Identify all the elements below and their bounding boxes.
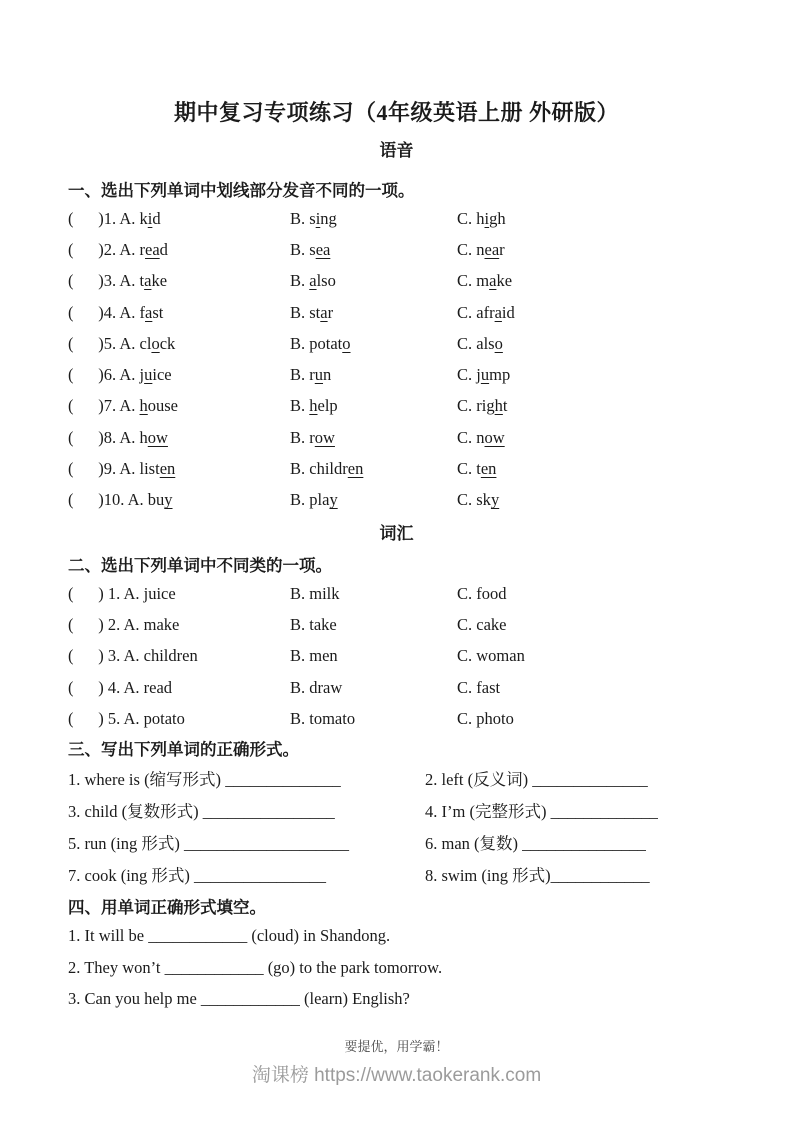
option-word <box>140 459 176 478</box>
phonics-option-c <box>457 428 725 448</box>
option-word: photo <box>476 708 514 728</box>
vocab-option-a <box>68 709 290 729</box>
answer-blank: ______________ <box>225 770 341 790</box>
option-label: B. <box>290 708 310 728</box>
phonics-option-c <box>457 334 725 354</box>
option-word: potato <box>143 708 185 728</box>
word-pre: childr <box>309 459 348 479</box>
word-underlined: o <box>342 333 351 353</box>
phonics-option-a <box>68 209 290 229</box>
word-pre: s <box>309 239 316 259</box>
phonics-option-b <box>290 490 457 510</box>
phonics-option-a <box>68 271 290 291</box>
option-word <box>148 490 173 509</box>
option-word: cake <box>476 614 507 634</box>
vocab-question-list <box>0 578 793 734</box>
word-form-item <box>68 830 425 854</box>
answer-paren: ( ) 5. <box>68 708 124 728</box>
phonics-option-b <box>290 240 457 260</box>
word-post: d <box>152 208 161 228</box>
word-underlined: o <box>151 333 160 353</box>
phonics-option-a <box>68 303 290 323</box>
option-word <box>476 459 496 478</box>
word-form-item <box>68 862 425 886</box>
word-post: mp <box>489 365 511 385</box>
word-pre: m <box>476 271 490 291</box>
option-word <box>309 271 336 290</box>
word-pre: pla <box>309 490 330 510</box>
option-label: B. <box>290 239 310 259</box>
item-text: 7. cook (ing 形式) <box>68 866 195 886</box>
word-pre: als <box>476 333 495 353</box>
word-underlined: y <box>329 490 338 510</box>
option-word <box>476 490 499 509</box>
option-label: B. <box>290 677 310 697</box>
phonics-option-a <box>68 428 290 448</box>
word-pre: r <box>309 427 315 447</box>
section-header-vocabulary: 词汇 <box>379 523 414 543</box>
word-underlined: ea <box>484 239 500 259</box>
phonics-question-row <box>68 359 725 390</box>
option-word: fast <box>476 677 501 697</box>
option-label: B. <box>290 459 310 479</box>
option-label: C. <box>457 333 477 353</box>
option-word <box>309 209 337 228</box>
phonics-option-b <box>290 365 457 385</box>
word-pre: list <box>139 459 160 479</box>
option-word <box>140 240 168 259</box>
word-underlined: y <box>164 490 173 510</box>
option-label: A. <box>119 459 140 479</box>
answer-paren: ( )5. <box>68 333 120 353</box>
option-label: A. <box>119 271 140 291</box>
answer-blank: _____________ <box>550 802 658 822</box>
answer-blank: ________________ <box>202 802 335 822</box>
answer-blank: ____________ <box>550 866 650 886</box>
page-title: 期中复习专项练习（4年级英语上册 外研版） <box>173 100 619 125</box>
word-underlined: a <box>494 302 502 322</box>
word-pre: k <box>139 208 148 228</box>
option-label: B. <box>290 333 310 353</box>
option-label: B. <box>290 614 310 634</box>
option-label: A. <box>123 614 144 634</box>
option-word: tomato <box>309 708 356 728</box>
word-pre: t <box>476 459 481 479</box>
sentence-pre: 1. It will be <box>68 926 149 946</box>
option-label: A. <box>127 490 148 510</box>
word-post: d <box>159 239 168 259</box>
option-label: C. <box>457 239 477 259</box>
word-underlined: ow <box>147 427 168 447</box>
option-label: B. <box>290 208 310 228</box>
option-word <box>309 303 333 322</box>
word-underlined: a <box>145 302 153 322</box>
vocab-option-c <box>457 646 725 666</box>
option-word <box>309 240 330 259</box>
phonics-option-b <box>290 459 457 479</box>
word-form-row <box>68 794 725 826</box>
option-label: A. <box>119 239 140 259</box>
option-word: make <box>143 614 180 634</box>
option-word: juice <box>143 583 176 603</box>
word-underlined: en <box>347 459 364 479</box>
word-post: ouse <box>147 396 179 416</box>
phonics-option-c <box>457 490 725 510</box>
option-label: A. <box>119 396 140 416</box>
word-post: ice <box>152 365 172 385</box>
sentence-post: (learn) English? <box>299 989 410 1009</box>
option-word <box>140 396 179 415</box>
word-form-item <box>68 766 425 790</box>
option-label: B. <box>290 302 310 322</box>
answer-paren: ( )9. <box>68 459 120 479</box>
vocab-option-c <box>457 709 725 729</box>
option-label: C. <box>457 302 477 322</box>
word-pre: t <box>139 271 145 291</box>
option-label: B. <box>290 490 310 510</box>
word-post: n <box>323 365 332 385</box>
vocab-question-row <box>68 672 725 703</box>
phonics-question-row <box>68 266 725 297</box>
answer-blank: ____________________ <box>183 834 349 854</box>
word-post: ng <box>320 208 337 228</box>
option-label: B. <box>290 396 310 416</box>
option-word: woman <box>476 646 525 666</box>
word-pre: r <box>139 239 146 259</box>
fill-blank-list <box>0 920 793 1015</box>
word-underlined: ow <box>314 427 335 447</box>
phonics-option-c <box>457 303 725 323</box>
option-label: B. <box>290 583 310 603</box>
phonics-question-row <box>68 485 725 516</box>
word-pre: st <box>309 302 321 322</box>
word-underlined: i <box>315 208 321 228</box>
footer-site-link[interactable]: 淘课榜 https://www.taokerank.com <box>251 1065 542 1086</box>
word-form-list <box>0 762 793 890</box>
option-label: C. <box>457 459 477 479</box>
answer-paren: ( ) 4. <box>68 677 124 697</box>
item-text: 1. where is (缩写形式) <box>68 770 226 790</box>
footer-slogan: 要提优，用学霸！ <box>344 1039 449 1054</box>
instruction-phonics: 一、选出下列单词中划线部分发音不同的一项。 <box>68 181 415 200</box>
word-underlined: h <box>494 396 503 416</box>
option-label: B. <box>290 427 310 447</box>
phonics-question-row <box>68 297 725 328</box>
answer-blank: ____________ <box>164 957 264 977</box>
sentence-post: (cloud) in Shandong. <box>247 926 391 946</box>
item-text: 6. man (复数) <box>425 834 523 854</box>
answer-blank: ____________ <box>200 989 300 1009</box>
word-post: r <box>499 239 505 259</box>
word-pre: r <box>309 365 315 385</box>
option-word: children <box>143 646 198 666</box>
vocab-option-a <box>68 646 290 666</box>
phonics-option-c <box>457 240 725 260</box>
word-pre: n <box>476 427 485 447</box>
phonics-option-b <box>290 428 457 448</box>
word-underlined: h <box>139 396 148 416</box>
vocab-option-a <box>68 615 290 635</box>
option-label: C. <box>457 646 477 666</box>
option-label: A. <box>119 427 140 447</box>
sentence-pre: 3. Can you help me <box>68 989 201 1009</box>
answer-paren: ( )8. <box>68 427 120 447</box>
answer-blank: ________________ <box>194 866 327 886</box>
phonics-option-c <box>457 209 725 229</box>
word-pre: bu <box>147 490 165 510</box>
word-post: ck <box>159 333 176 353</box>
word-pre: n <box>476 239 485 259</box>
option-label: A. <box>119 365 140 385</box>
phonics-option-c <box>457 459 725 479</box>
sentence-pre: 2. They won’t <box>68 957 165 977</box>
option-word <box>140 334 176 353</box>
word-pre: f <box>139 302 146 322</box>
vocab-option-c <box>457 615 725 635</box>
option-word <box>309 459 363 478</box>
vocab-option-c <box>457 584 725 604</box>
phonics-question-row <box>68 453 725 484</box>
answer-blank: _______________ <box>522 834 646 854</box>
phonics-option-b <box>290 271 457 291</box>
option-word <box>309 490 337 509</box>
vocab-option-b <box>290 615 457 635</box>
option-word <box>476 271 512 290</box>
answer-paren: ( ) 3. <box>68 646 124 666</box>
section-header-phonics: 语音 <box>379 141 414 160</box>
word-pre: sk <box>476 490 491 510</box>
option-word <box>476 428 504 447</box>
option-label: C. <box>457 208 477 228</box>
vocab-question-row <box>68 609 725 640</box>
phonics-option-c <box>457 365 725 385</box>
vocab-question-row <box>68 641 725 672</box>
word-post: id <box>501 302 515 322</box>
option-label: C. <box>457 677 477 697</box>
word-pre: h <box>139 427 148 447</box>
phonics-option-a <box>68 365 290 385</box>
option-word <box>476 209 505 228</box>
phonics-option-b <box>290 396 457 416</box>
vocab-question-row <box>68 578 725 609</box>
phonics-question-row <box>68 328 725 359</box>
item-text: 4. I’m (完整形式) <box>425 802 551 822</box>
answer-paren: ( )3. <box>68 271 120 291</box>
answer-paren: ( ) 2. <box>68 614 124 634</box>
word-pre: potat <box>309 333 343 353</box>
vocab-option-b <box>290 709 457 729</box>
phonics-option-a <box>68 240 290 260</box>
phonics-option-c <box>457 271 725 291</box>
option-word <box>309 365 331 384</box>
instruction-vocabulary: 二、选出下列单词中不同类的一项。 <box>68 555 332 575</box>
option-word: men <box>309 646 338 666</box>
word-post: lso <box>316 271 336 291</box>
word-pre: j <box>139 365 145 385</box>
fill-blank-row <box>68 983 725 1015</box>
option-label: C. <box>457 271 477 291</box>
vocab-option-b <box>290 646 457 666</box>
word-pre: j <box>476 365 481 385</box>
word-form-item <box>68 798 425 822</box>
phonics-option-a <box>68 490 290 510</box>
phonics-option-b <box>290 334 457 354</box>
sentence-post: (go) to the park tomorrow. <box>263 957 443 977</box>
option-label: B. <box>290 646 310 666</box>
word-underlined: h <box>309 396 318 416</box>
option-word: milk <box>309 583 340 603</box>
phonics-question-row <box>68 234 725 265</box>
fill-blank-row <box>68 920 725 952</box>
word-form-row <box>68 858 725 890</box>
answer-paren: ( )10. <box>68 490 128 510</box>
word-underlined: ea <box>315 239 331 259</box>
option-word <box>309 334 350 353</box>
option-word <box>140 428 168 447</box>
word-pre: rig <box>476 396 495 416</box>
option-label: B. <box>290 271 310 291</box>
option-label: A. <box>119 333 140 353</box>
word-form-item <box>425 798 725 822</box>
option-label: C. <box>457 490 477 510</box>
instruction-word-forms: 三、写出下列单词的正确形式。 <box>68 740 299 760</box>
option-word <box>140 209 161 228</box>
word-underlined: u <box>144 365 153 385</box>
answer-paren: ( )4. <box>68 302 120 322</box>
option-word <box>140 303 164 322</box>
item-text: 5. run (ing 形式) <box>68 834 184 854</box>
word-underlined: y <box>490 490 500 510</box>
vocab-option-c <box>457 678 725 698</box>
option-label: A. <box>123 646 144 666</box>
word-pre: s <box>309 208 316 228</box>
option-label: C. <box>457 396 477 416</box>
option-label: B. <box>290 365 310 385</box>
option-word <box>476 396 507 415</box>
word-underlined: en <box>480 459 497 479</box>
answer-blank: ____________ <box>148 926 248 946</box>
option-word <box>476 303 515 322</box>
word-underlined: a <box>144 271 152 291</box>
item-text: 3. child (复数形式) <box>68 802 203 822</box>
answer-paren: ( )6. <box>68 365 120 385</box>
word-underlined: en <box>159 459 176 479</box>
word-underlined: a <box>309 271 317 291</box>
phonics-option-a <box>68 396 290 416</box>
phonics-option-a <box>68 459 290 479</box>
answer-blank: ______________ <box>532 770 648 790</box>
option-word <box>476 240 504 259</box>
vocab-option-a <box>68 584 290 604</box>
word-form-item <box>425 766 725 790</box>
option-label: C. <box>457 427 477 447</box>
item-text: 2. left (反义词) <box>425 770 533 790</box>
option-word <box>476 365 510 384</box>
option-label: C. <box>457 583 477 603</box>
word-underlined: i <box>147 208 153 228</box>
word-post: elp <box>317 396 338 416</box>
word-form-item <box>425 830 725 854</box>
vocab-option-b <box>290 584 457 604</box>
word-form-item <box>425 862 725 886</box>
word-underlined: u <box>480 365 490 385</box>
option-label: C. <box>457 708 477 728</box>
phonics-option-b <box>290 209 457 229</box>
vocab-question-row <box>68 703 725 734</box>
word-underlined: ow <box>484 427 505 447</box>
option-label: A. <box>123 583 144 603</box>
option-label: A. <box>119 302 140 322</box>
word-underlined: u <box>314 365 324 385</box>
fill-blank-row <box>68 952 725 984</box>
instruction-fill-blanks: 四、用单词正确形式填空。 <box>68 898 266 918</box>
option-label: A. <box>123 677 144 697</box>
answer-paren: ( )1. <box>68 208 120 228</box>
word-post: r <box>327 302 334 322</box>
option-word <box>476 334 503 353</box>
option-word <box>309 396 337 415</box>
word-underlined: i <box>484 208 490 228</box>
word-post: ke <box>496 271 513 291</box>
option-word: food <box>476 583 507 603</box>
option-word <box>140 271 168 290</box>
answer-paren: ( ) 1. <box>68 583 124 603</box>
word-pre: h <box>476 208 485 228</box>
item-text: 8. swim (ing 形式) <box>425 866 551 886</box>
option-word: take <box>309 614 337 634</box>
option-word <box>309 428 335 447</box>
phonics-question-list <box>0 203 793 516</box>
phonics-option-c <box>457 396 725 416</box>
word-pre: afr <box>476 302 495 322</box>
word-underlined: a <box>320 302 328 322</box>
option-label: C. <box>457 614 477 634</box>
word-underlined: o <box>494 333 503 353</box>
option-label: A. <box>123 708 144 728</box>
word-underlined: ea <box>145 239 160 259</box>
word-post: t <box>502 396 508 416</box>
word-post: gh <box>489 208 506 228</box>
word-form-row <box>68 762 725 794</box>
vocab-option-a <box>68 678 290 698</box>
word-form-row <box>68 826 725 858</box>
vocab-option-b <box>290 678 457 698</box>
option-label: A. <box>119 208 140 228</box>
option-label: C. <box>457 365 477 385</box>
phonics-question-row <box>68 391 725 422</box>
option-word: draw <box>309 677 343 697</box>
option-word <box>140 365 172 384</box>
word-underlined: a <box>489 271 497 291</box>
option-word: read <box>143 677 173 697</box>
phonics-option-a <box>68 334 290 354</box>
word-post: ke <box>151 271 168 291</box>
word-pre: cl <box>139 333 152 353</box>
answer-paren: ( )2. <box>68 239 120 259</box>
phonics-option-b <box>290 303 457 323</box>
word-post: st <box>152 302 164 322</box>
answer-paren: ( )7. <box>68 396 120 416</box>
phonics-question-row <box>68 203 725 234</box>
phonics-question-row <box>68 422 725 453</box>
